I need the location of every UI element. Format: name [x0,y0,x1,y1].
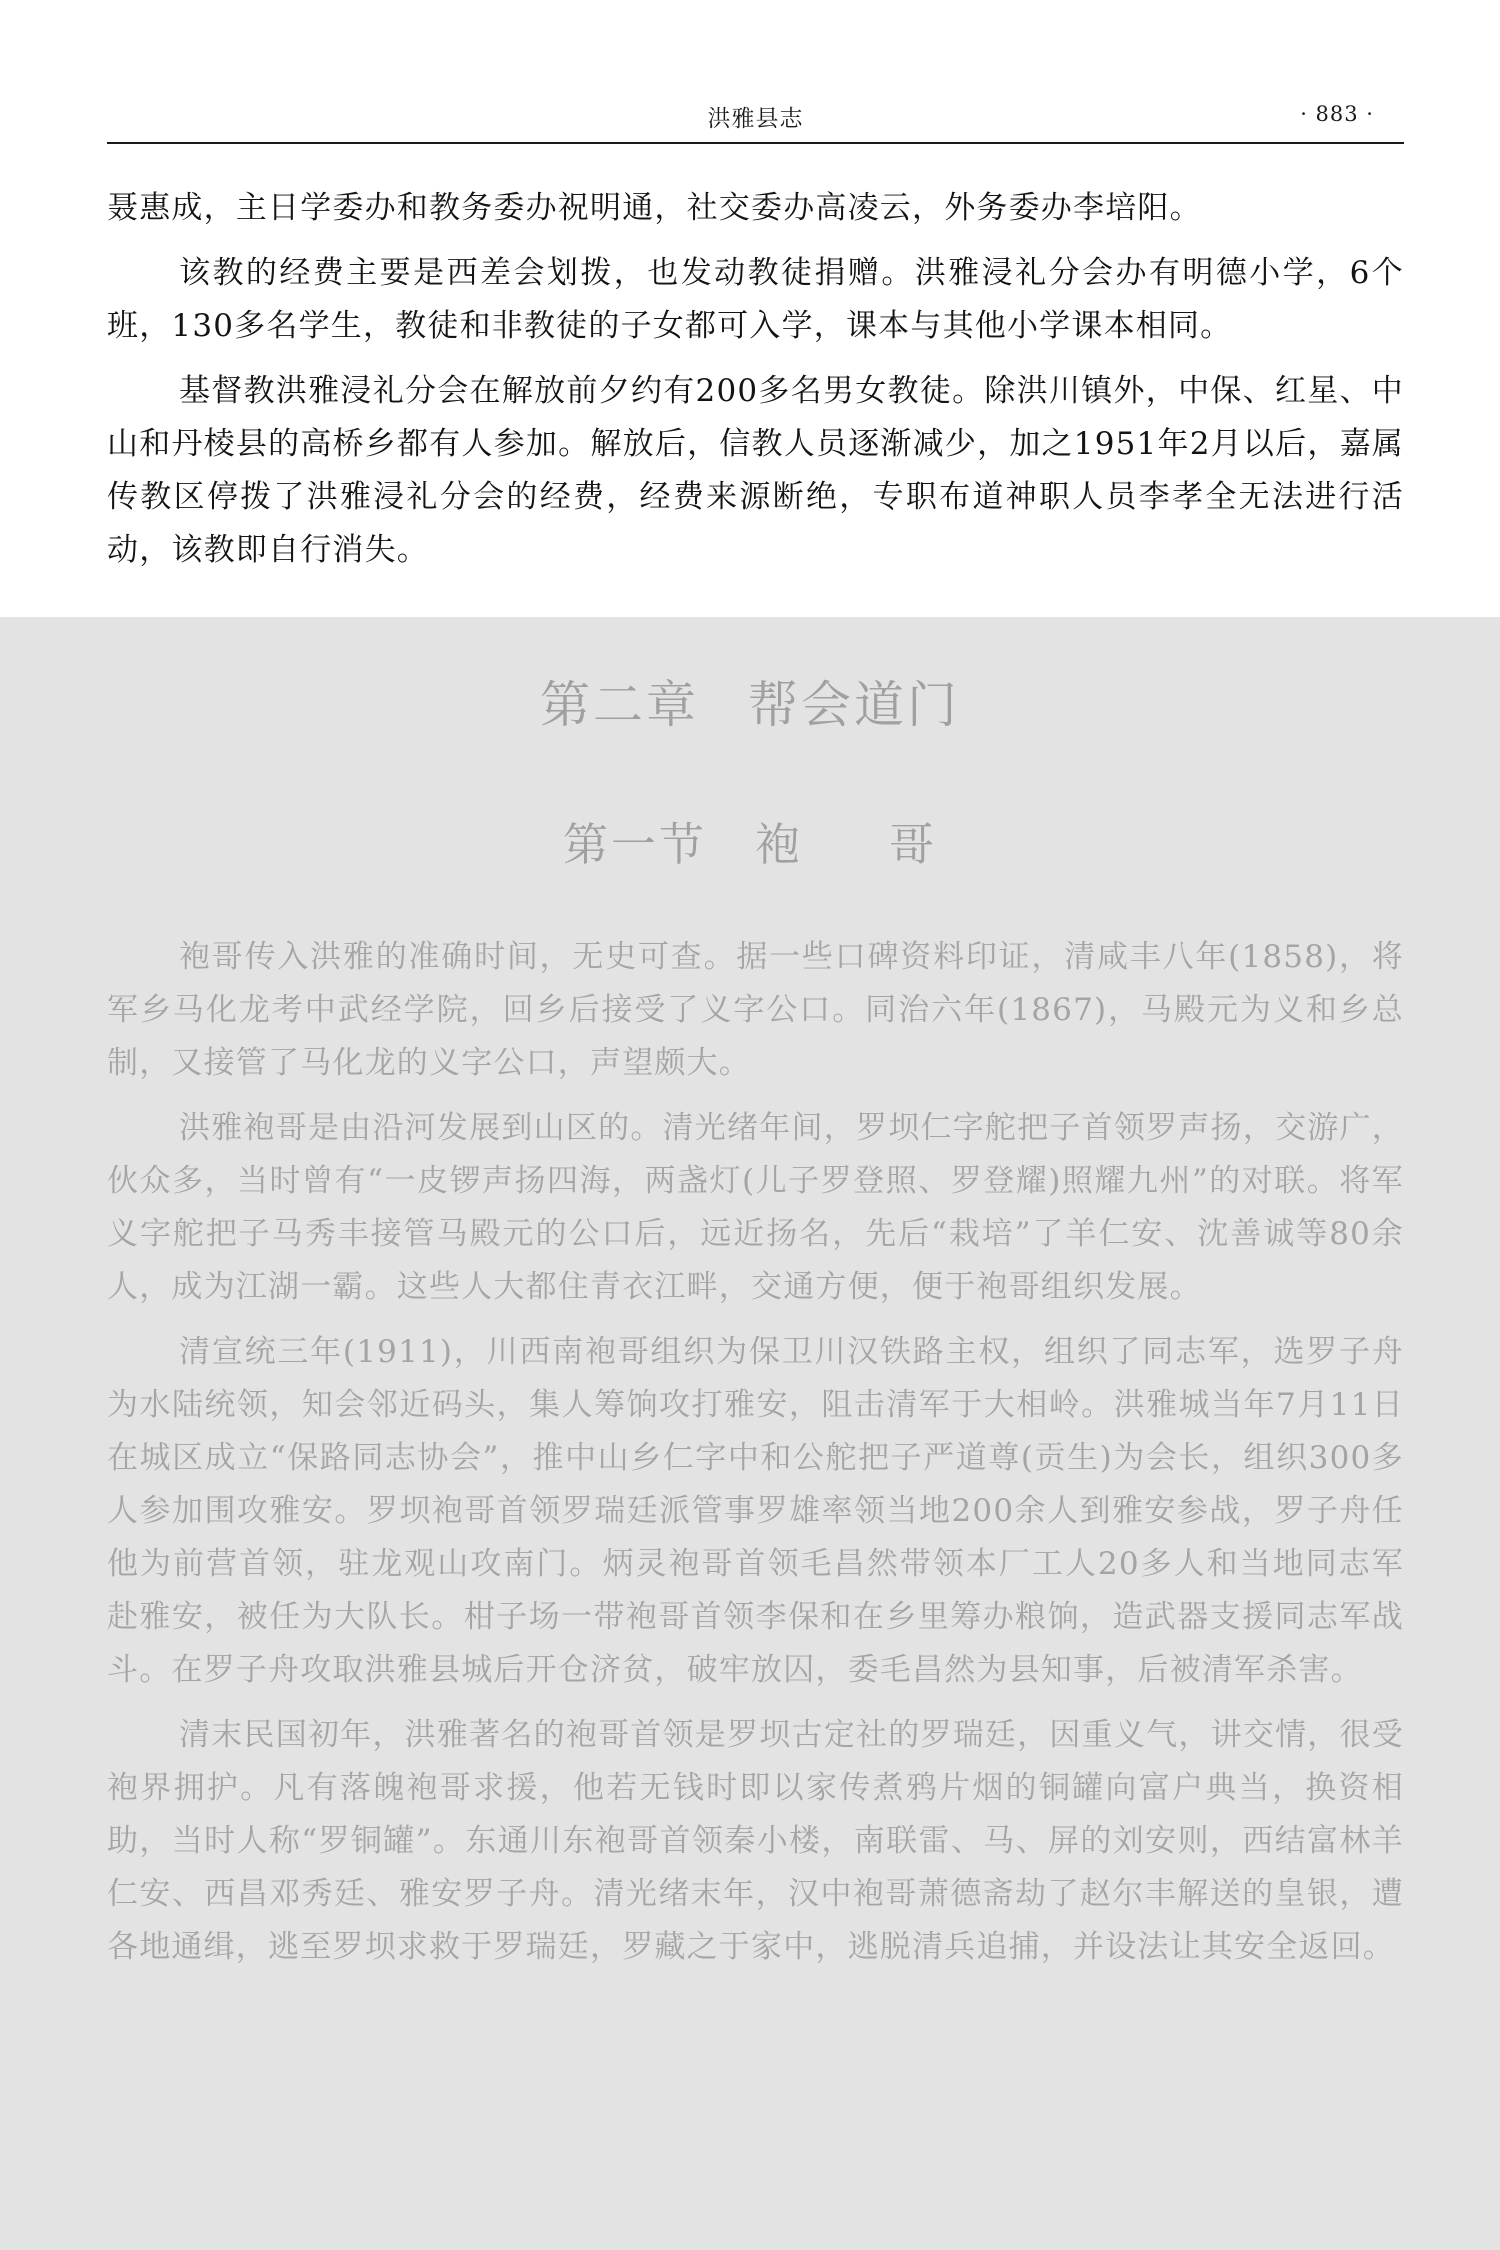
chapter-name: 帮会道门 [747,676,960,734]
page-number: · 883 · [1300,102,1374,126]
section-text-block [107,931,1404,1986]
section-name-char: 袍 [754,818,803,871]
section-name-char: 哥 [889,818,938,871]
header-title: 洪雅县志 [707,106,804,132]
paragraph: 清末民国初年，洪雅著名的袍哥首领是罗坝古定社的罗瑞廷，因重义气，讲交情，很受袍界拥护。凡有落魄袍哥求援，他若无钱时即以家传煮鸦片烟的铜罐向富户典当，换资相助，当时人称“罗铜罐”。东通川东袍哥首领秦小楼，南联雷、马、屏的刘安则，西结富林羊仁安、西昌邓秀廷、雅安罗子舟。清光绪末年，汉中袍哥萧德斋劫了赵尔丰解送的皇银，遭各地通缉，逃至罗坝求救于罗瑞廷，罗藏之于家中，逃脱清兵追捕，并设法让其安全返回。 [107,1717,1404,1965]
section-title [0,808,1500,873]
paragraph: 基督教洪雅浸礼分会在解放前夕约有200多名男女教徒。除洪川镇外，中保、红星、中山和丹棱县的高桥乡都有人参加。解放后，信教人员逐渐减少，加之1951年2月以后，嘉属传教区停拨了洪雅浸礼分会的经费，经费来源断绝，专职布道神职人员李孝全无法进行活动，该教即自行消失。 [107,373,1404,568]
paragraph: 袍哥传入洪雅的准确时间，无史可查。据一些口碑资料印证，清咸丰八年(1858)，将军乡马化龙考中武经学院，回乡后接受了义字公口。同治六年(1867)，马殿元为义和乡总制，又接管了马化龙的义字公口，声望颇大。 [107,939,1404,1081]
page-header [107,96,1404,144]
chapter-title [0,665,1500,737]
paragraph: 洪雅袍哥是由沿河发展到山区的。清光绪年间，罗坝仁字舵把子首领罗声扬，交游广，伙众多，当时曾有“一皮锣声扬四海，两盏灯(儿子罗登照、罗登耀)照耀九州”的对联。将军义字舵把子马秀丰接管马殿元的公口后，远近扬名，先后“栽培”了羊仁安、沈善诚等80余人，成为江湖一霸。这些人大都住青衣江畔，交通方便，便于袍哥组织发展。 [107,1110,1404,1305]
chapter-number: 第二章 [540,676,700,734]
paragraph: 清宣统三年(1911)，川西南袍哥组织为保卫川汉铁路主权，组织了同志军，选罗子舟为水陆统领，知会邻近码头，集人筹饷攻打雅安，阻击清军于大相岭。洪雅城当年7月11日在城区成立“保路同志协会”，推中山乡仁字中和公舵把子严道尊(贡生)为会长，组织300多人参加围攻雅安。罗坝袍哥首领罗瑞廷派管事罗雄率领当地200余人到雅安参战，罗子舟任他为前营首领，驻龙观山攻南门。炳灵袍哥首领毛昌然带领本厂工人20多人和当地同志军赴雅安，被任为大队长。柑子场一带袍哥首领李保和在乡里筹办粮饷，造武器支援同志军战斗。在罗子舟攻取洪雅县城后开仓济贫，破牢放囚，委毛昌然为县知事，后被清军杀害。 [107,1334,1404,1688]
section-number: 第一节 [562,818,707,871]
top-text-block [107,182,1404,589]
paragraph: 该教的经费主要是西差会划拨，也发动教徒捐赠。洪雅浸礼分会办有明德小学，6个班，130多名学生，教徒和非教徒的子女都可入学，课本与其他小学课本相同。 [107,255,1404,344]
paragraph: 聂惠成，主日学委办和教务委办祝明通，社交委办高凌云，外务委办李培阳。 [107,190,1202,226]
